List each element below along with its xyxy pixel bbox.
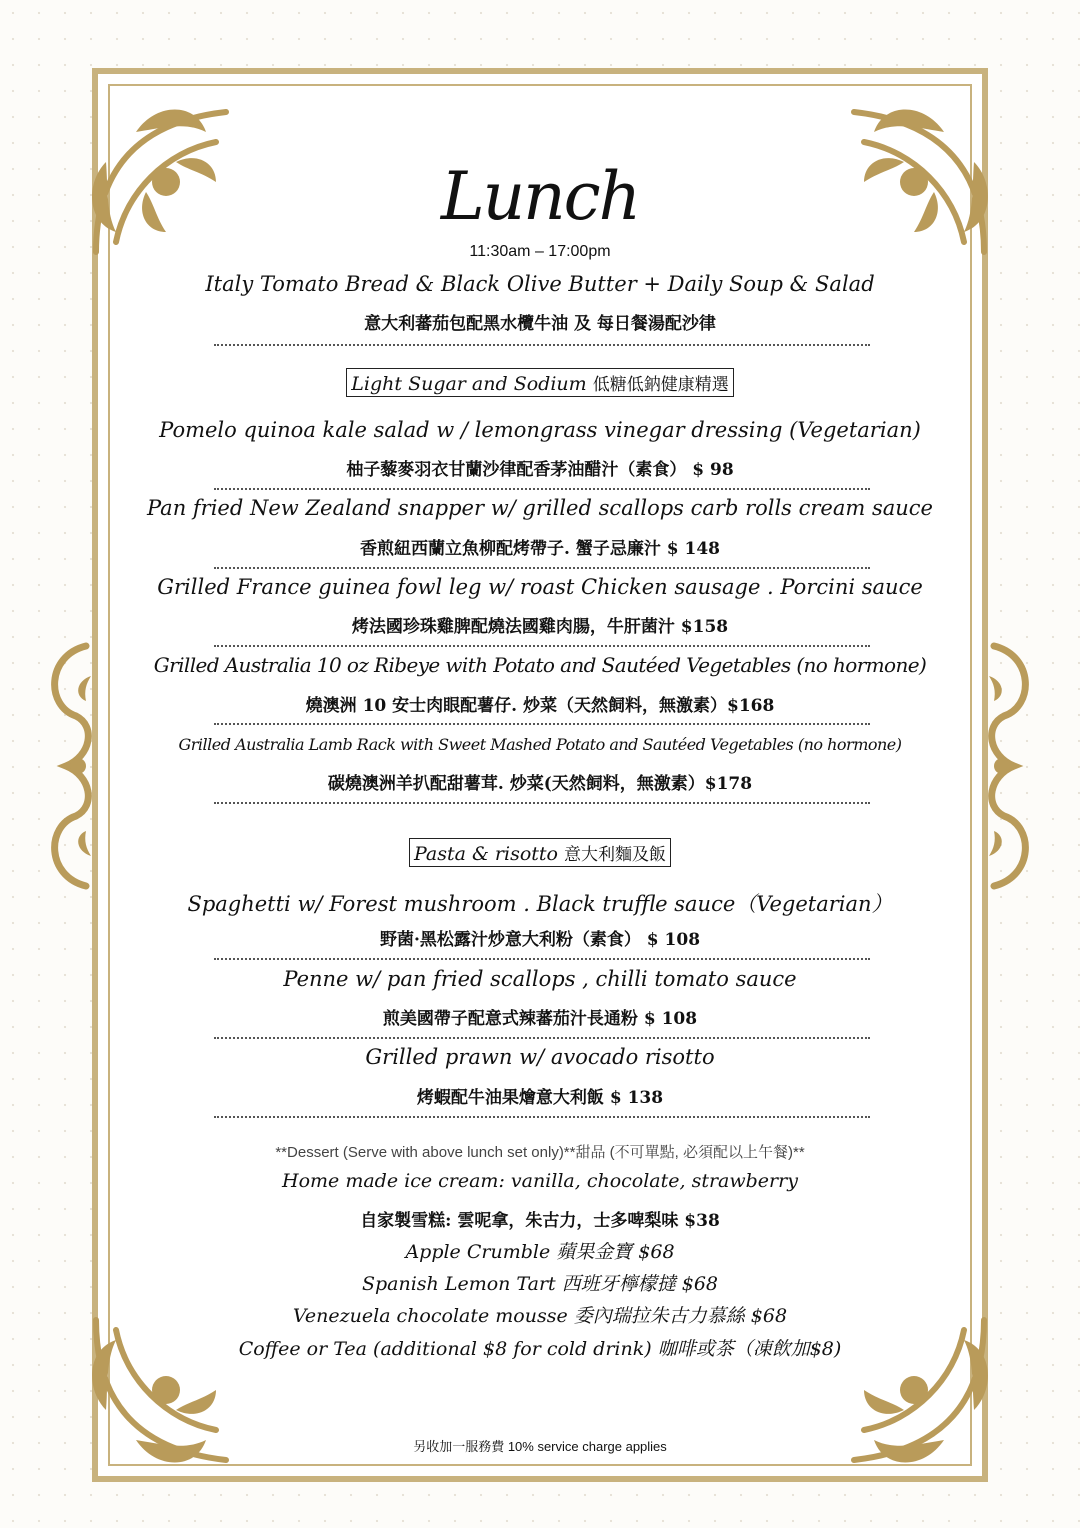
dotted-divider (214, 488, 870, 490)
dessert-line: Spanish Lemon Tart 西班牙檸檬撻 $68 (361, 1273, 719, 1295)
dotted-divider (214, 645, 870, 647)
dessert-line: Apple Crumble 蘋果金寶 $68 (405, 1241, 675, 1263)
menu-item-zh: 柚子藜麥羽衣甘蘭沙律配香茅油醋汁（素食） $ 98 (346, 460, 734, 480)
dotted-divider (214, 802, 870, 804)
dotted-divider (214, 958, 870, 960)
section-heading-en: Light Sugar and Sodium (351, 373, 587, 395)
section-heading-box (346, 368, 733, 397)
dotted-divider (214, 1116, 870, 1118)
menu-item-zh: 燒澳洲 10 安士肉眼配薯仔. 炒菜（天然飼料，無激素）$168 (305, 696, 775, 716)
section-heading-light (0, 368, 1080, 397)
menu-item-zh: 香煎紐西蘭立魚柳配烤帶子. 蟹子忌廉汁 $ 148 (360, 539, 720, 559)
dessert-line: 自家製雪糕: 雲呢拿，朱古力，士多啤梨味 $38 (360, 1211, 720, 1231)
menu-item-zh: 碳燒澳洲羊扒配甜薯茸. 炒菜(天然飼料，無激素）$178 (327, 774, 753, 794)
menu-item-zh: 煎美國帶子配意式辣蕃茄汁長通粉 $ 108 (382, 1009, 698, 1029)
dotted-divider (214, 723, 870, 725)
menu-title: Lunch (440, 158, 640, 235)
dessert-note: **Dessert (Serve with above lunch set only)**甜品 (不可單點, 必須配以上午餐)** (275, 1144, 805, 1161)
menu-item-en: Pan fried New Zealand snapper w/ grilled scallops carb rolls cream sauce (147, 496, 933, 520)
dessert-line: Home made ice cream: vanilla, chocolate, strawberry (282, 1170, 798, 1192)
section-heading-en: Pasta & risotto (413, 843, 558, 865)
menu-item-en: Grilled Australia Lamb Rack with Sweet Mashed Potato and Sautéed Vegetables (no hormone) (178, 735, 902, 754)
starter-zh: 意大利蕃茄包配黑水欖牛油 及 每日餐湯配沙律 (364, 314, 716, 334)
section-heading-zh: 低糖低鈉健康精選 (592, 375, 729, 395)
section-heading-pasta (0, 838, 1080, 867)
dessert-line: Coffee or Tea (additional $8 for cold drink) 咖啡或茶（凍飲加$8) (238, 1338, 842, 1360)
menu-hours: 11:30am – 17:00pm (469, 243, 611, 260)
menu-item-zh: 野菌·黑松露汁炒意大利粉（素食） $ 108 (379, 930, 701, 950)
menu-item-en: Pomelo quinoa kale salad w / lemongrass vinegar dressing (Vegetarian) (159, 418, 921, 442)
dotted-divider (214, 344, 870, 346)
service-charge-note: 另收加一服務費 10% service charge applies (413, 1439, 667, 1454)
starter-en: Italy Tomato Bread & Black Olive Butter + Daily Soup & Salad (205, 272, 875, 296)
menu-item-en: Grilled prawn w/ avocado risotto (365, 1045, 715, 1069)
menu-item-zh: 烤法國珍珠雞脾配燒法國雞肉腸，牛肝菌汁 $158 (351, 617, 729, 637)
section-heading-zh: 意大利麵及飯 (564, 845, 667, 865)
menu-item-en: Grilled Australia 10 oz Ribeye with Potato and Sautéed Vegetables (no hormone) (153, 653, 927, 677)
dotted-divider (214, 1037, 870, 1039)
menu-item-en: Grilled France guinea fowl leg w/ roast Chicken sausage . Porcini sauce (157, 575, 923, 599)
menu-item-zh: 烤蝦配牛油果燴意大利飯 $ 138 (416, 1088, 664, 1108)
menu-item-en: Spaghetti w/ Forest mushroom . Black truffle sauce（Vegetarian） (187, 892, 893, 916)
section-heading-box (409, 838, 671, 867)
dotted-divider (214, 567, 870, 569)
menu-item-en: Penne w/ pan fried scallops , chilli tomato sauce (283, 967, 797, 991)
dessert-line: Venezuela chocolate mousse 委內瑞拉朱古力慕絲 $68 (292, 1305, 788, 1327)
